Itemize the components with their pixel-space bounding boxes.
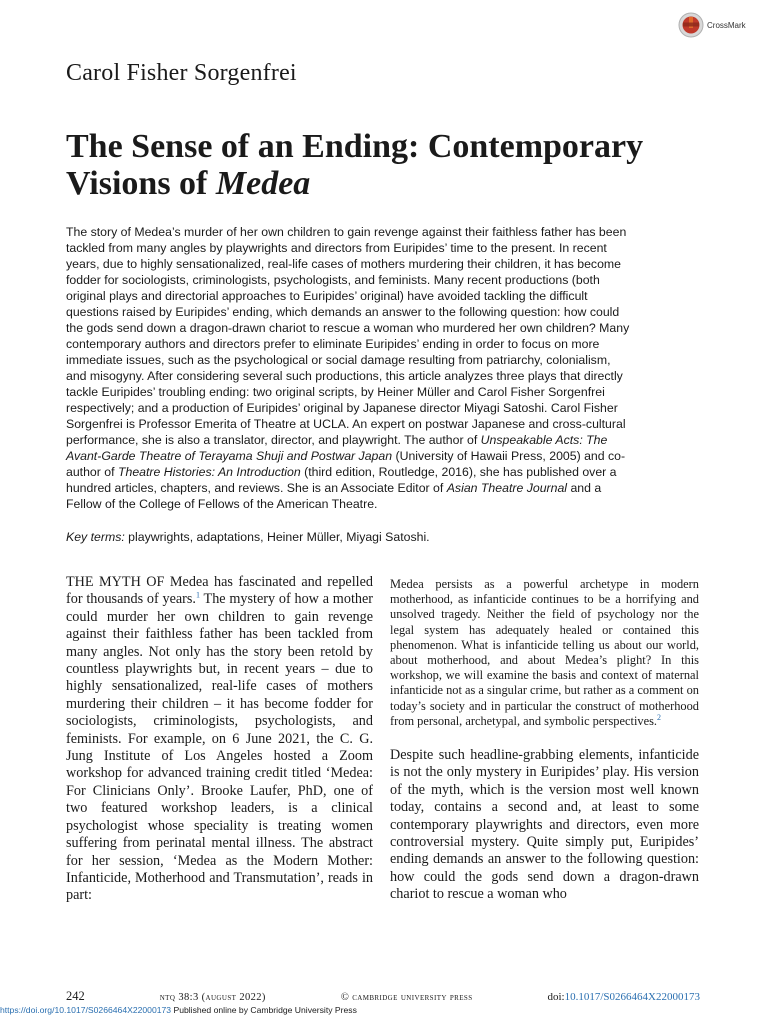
doi [547,991,700,1003]
abstract-text-4: and a Fellow of the College of Fellows of the American Theatre. [66,481,602,511]
abstract-book-3: Asian Theatre Journal [446,481,568,495]
quote-text: Medea persists as a powerful archetype in modern motherhood, as infanticide continues to be a horrifying and unsolved tragedy. Neither the field of psychology nor the legal system has adequately healed or contained this phenomenon. What is infanticide telling us about our world, about motherhood, and about Medea’s plight? In this workshop, we will examine the basis and context of maternal infanticide not as a singular crime, but rather as a comment on today’s society and in particular the construct of motherhood from personal, archetypal, and symbolic perspectives. [390,577,699,728]
author-name: Carol Fisher Sorgenfrei [66,60,297,86]
title-main: The Sense of an Ending: Contemporary Visions of [66,128,644,202]
article-title [66,128,726,202]
title-italic: Medea [215,165,311,202]
abstract-text-2: (University of Hawaii Press, 2005) and co-author of [66,449,626,479]
footnote-ref-2[interactable]: 2 [657,712,661,722]
doi-link[interactable]: 10.1017/S0266464X22000173 [564,991,700,1003]
body-column-left [66,574,373,905]
abstract-text-1: The story of Medea’s murder of her own children to gain revenge against their faithless father has been tackled from many angles by playwrights and directors from Euripides’ time to the present. In recent years, due to highly sensationalized, real-life cases of mothers murdering their children, it has become fodder for sociologists, criminologists, psychologists, and feminists. Many recent productions (both original plays and directorial approaches to Euripides’ original) have avoided tackling the difficult questions raised by Euripides’ ending, which demands an answer to the following question: how could the gods send down a dragon-drawn chariot to rescue a woman who murdered her own children? Many contemporary authors and directors prefer to eliminate Euripides’ ending in order to focus on more immediate issues, such as the psychological or social damage resulting from patriarchy, colonialism, and misogyny. After considering several such productions, this article analyzes three plays that directly tackle Euripides’ troubling ending: two original scripts, by Heiner Müller and Carol Fisher Sorgenfrei respectively; and a production of Euripides’ original by Japanese director Miyagi Satoshi. Carol Fisher Sorgenfrei is Professor Emerita of Theatre at UCLA. An expert on postwar Japanese and cross-cultural performance, she is also a translator, director, and playwright. The author of [66,225,630,447]
key-terms [66,530,632,544]
body-column-right [390,574,699,904]
doi-label: doi: [547,991,565,1003]
journal-citation: ntq 38:3 (august 2022) [159,992,266,1003]
abstract-text-3: (third edition, Routledge, 2016), she has published over a hundred articles, chapters, and reviews. She is an Associate Editor of [66,465,617,495]
doi-url-link[interactable]: https://doi.org/10.1017/S0266464X22000173 [0,1005,172,1015]
crossmark-icon [678,12,704,38]
crossmark-label: CrossMark [707,20,746,30]
body-paragraph: Despite such headline-grabbing elements, infanticide is not the only mystery in Euripides’ play. His version of the myth, which is the version most well known today, contains a second and, at least to some contemporary playwrights and directors, even more controversial mystery. Quite simply put, Euripides’ ending demands an answer to the following question: how could the gods send down a dragon-drawn chariot to rescue a woman who [390,747,699,903]
key-terms-list: playwrights, adaptations, Heiner Müller, Miyagi Satoshi. [124,530,430,544]
footnote-ref-1[interactable]: 1 [195,590,200,600]
left-text-after-footnote: The mystery of how a mother could murder her own children to gain revenge against their faithless father has been tackled from many angles. Not only has the story been retold by countless playwrights but, in recent years – due to highly sensationalized, real-life cases of mothers murdering their children – it has become fodder for sociologists, criminologists, psychologists, and feminists. For example, on 6 June 2021, the C. G. Jung Institute of Los Angeles hosted a Zoom workshop for advanced training credit titled ‘Medea: For Clinicians Only’. Brooke Laufer, PhD, one of two featured workshop leaders, is a clinical psychologist whose speciality is treating women suffering from perinatal mental illness. The abstract for her session, ‘Medea as the Modern Mother: Infanticide, Motherhood and Transmutation’, reads in part: [66,591,373,904]
block-quote [390,577,699,729]
page-footer [66,989,700,1004]
left-text-before-footnote: Medea has fascinated and repelled for thousands of years. [66,574,373,608]
published-online-line [0,1005,357,1015]
page-number: 242 [66,989,85,1003]
published-online-text: Published online by Cambridge University Press [171,1005,357,1015]
abstract [66,224,632,512]
lead-in: THE MYTH OF [66,574,165,590]
abstract-book-1: Unspeakable Acts: The Avant-Garde Theatre of Terayama Shuji and Postwar Japan [66,433,608,463]
abstract-book-2: Theatre Histories: An Introduction [117,465,301,479]
key-terms-label: Key terms: [66,530,125,544]
copyright-notice: © cambridge university press [340,992,473,1003]
crossmark-badge[interactable] [678,12,746,38]
